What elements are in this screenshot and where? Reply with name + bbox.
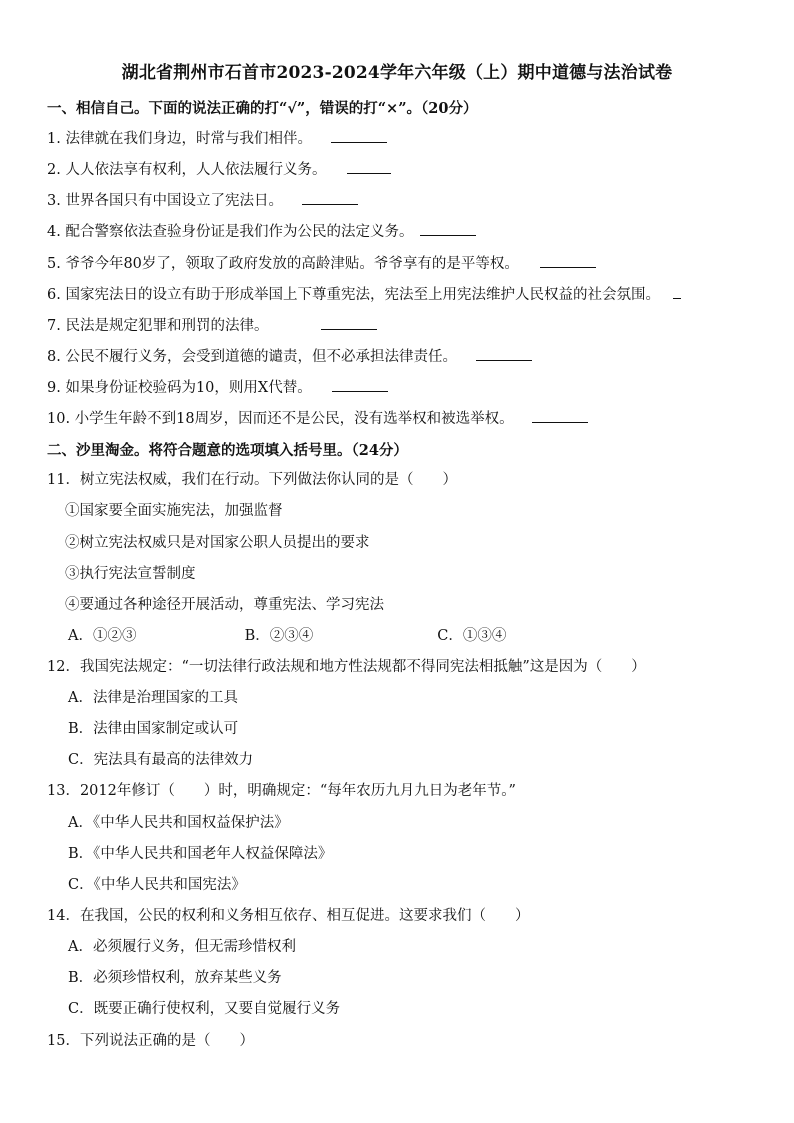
section-1-heading: 一、相信自己。下面的说法正确的打“√”，错误的打“×”。（20分） [47, 100, 478, 117]
answer-blank[interactable] [532, 408, 588, 423]
answer-blank[interactable] [331, 128, 387, 143]
q11-option-c[interactable]: C．①③④ [437, 628, 507, 644]
tf-item-5 [47, 253, 596, 274]
q14-stem: 14．在我国，公民的权利和义务相互依存、相互促进。这要求我们（ ） [47, 908, 530, 924]
q11-options [68, 626, 506, 646]
answer-blank[interactable] [347, 159, 391, 174]
tf-item-9-text: 9. 如果身份证校验码为10，则用X代替。 [47, 380, 312, 396]
q13-stem: 13．2012年修订（ ）时，明确规定：“每年农历九月九日为老年节。” [47, 783, 516, 799]
q14-option-a[interactable]: A．必须履行义务，但无需珍惜权利 [68, 939, 296, 955]
q11-option-a[interactable]: A．①②③ [68, 628, 137, 644]
q14-option-c[interactable]: C．既要正确行使权利，又要自觉履行义务 [68, 1001, 341, 1017]
q11-statement-1: ①国家要全面实施宪法，加强监督 [65, 503, 283, 519]
q12-option-a[interactable]: A．法律是治理国家的工具 [68, 690, 238, 706]
q11-option-b[interactable]: B．②③④ [244, 628, 314, 644]
tf-item-6-text: 6. 国家宪法日的设立有助于形成举国上下尊重宪法，宪法至上用宪法维护人民权益的社会氛围。 [47, 287, 660, 303]
tf-item-4 [47, 221, 476, 242]
answer-blank[interactable] [476, 346, 532, 361]
tf-item-3-text: 3. 世界各国只有中国设立了宪法日。 [47, 193, 283, 209]
q11-stem: 11．树立宪法权威，我们在行动。下列做法你认同的是（ ） [47, 472, 457, 488]
q11-statement-4: ④要通过各种途径开展活动，尊重宪法、学习宪法 [65, 597, 384, 613]
answer-blank[interactable] [540, 253, 596, 268]
answer-blank[interactable] [302, 190, 358, 205]
q13-option-a[interactable]: A．《中华人民共和国权益保护法》 [68, 815, 289, 831]
q12-option-b[interactable]: B．法律由国家制定或认可 [68, 721, 239, 737]
tf-item-1 [47, 128, 387, 149]
tf-item-5-text: 5. 爷爷今年80岁了，领取了政府发放的高龄津贴。爷爷享有的是平等权。 [47, 256, 519, 272]
exam-title: 湖北省荆州市石首市2023-2024学年六年级（上）期中道德与法治试卷 [121, 63, 673, 83]
q13-option-c[interactable]: C．《中华人民共和国宪法》 [68, 877, 246, 893]
q12-stem: 12．我国宪法规定：“一切法律行政法规和地方性法规都不得同宪法相抵触”这是因为（ ） [47, 659, 646, 675]
tf-item-8 [47, 346, 532, 367]
section-2-heading: 二、沙里淘金。将符合题意的选项填入括号里。（24分） [47, 442, 408, 459]
q11-statement-2: ②树立宪法权威只是对国家公职人员提出的要求 [65, 535, 370, 551]
tf-item-6 [47, 284, 681, 305]
tf-item-4-text: 4. 配合警察依法查验身份证是我们作为公民的法定义务。 [47, 224, 414, 240]
tf-item-8-text: 8. 公民不履行义务，会受到道德的谴责，但不必承担法律责任。 [47, 349, 457, 365]
q11-statement-3: ③执行宪法宣誓制度 [65, 566, 196, 582]
tf-item-3 [47, 190, 358, 211]
tf-item-10 [47, 408, 588, 429]
answer-blank[interactable] [321, 315, 377, 330]
answer-blank[interactable] [420, 221, 476, 236]
tf-item-10-text: 10. 小学生年龄不到18周岁，因而还不是公民，没有选举权和被选举权。 [47, 411, 514, 427]
q13-option-b[interactable]: B．《中华人民共和国老年人权益保障法》 [68, 846, 333, 862]
answer-blank[interactable] [673, 284, 681, 299]
tf-item-7-text: 7. 民法是规定犯罪和刑罚的法律。 [47, 318, 269, 334]
tf-item-1-text: 1. 法律就在我们身边，时常与我们相伴。 [47, 131, 312, 147]
q15-stem: 15．下列说法正确的是（ ） [47, 1033, 254, 1049]
tf-item-7 [47, 315, 377, 336]
answer-blank[interactable] [332, 377, 388, 392]
tf-item-2-text: 2. 人人依法享有权利，人人依法履行义务。 [47, 162, 327, 178]
tf-item-2 [47, 159, 391, 180]
tf-item-9 [47, 377, 388, 398]
q14-option-b[interactable]: B．必须珍惜权利，放弃某些义务 [68, 970, 282, 986]
q12-option-c[interactable]: C．宪法具有最高的法律效力 [68, 752, 254, 768]
